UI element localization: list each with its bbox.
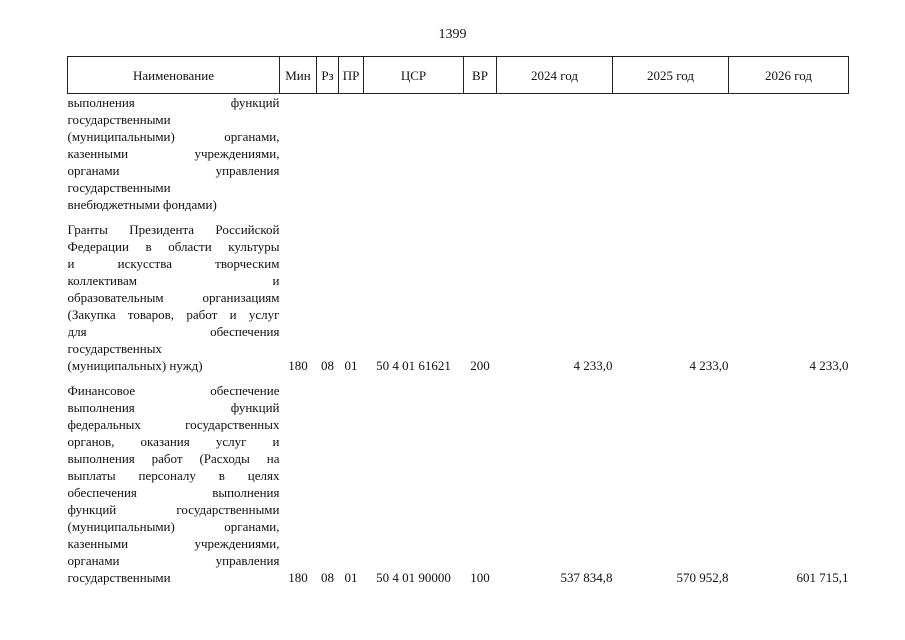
name-cell: [68, 94, 280, 214]
name-line: выплаты персоналу в целях: [67, 468, 280, 483]
header-vr: ВР: [464, 57, 497, 94]
value-2025-cell: 570 952,8: [676, 570, 729, 585]
rz-cell: 08: [321, 358, 334, 373]
name-line: органами управления: [67, 553, 280, 568]
rz-cell: [317, 94, 339, 214]
name-line: Федерации в области культуры: [67, 239, 280, 254]
table-row: [68, 94, 849, 214]
csr-cell: 50 4 01 90000: [376, 570, 451, 585]
name-line: образовательным организациям: [67, 290, 280, 305]
name-line: государственных: [67, 341, 162, 356]
csr-cell: 50 4 01 61621: [376, 358, 451, 373]
name-line: и искусства творческим: [67, 256, 280, 271]
name-line: органов, оказания услуг и: [67, 434, 280, 449]
vr-cell: 100: [470, 570, 490, 585]
csr-cell: [364, 94, 464, 214]
table-header-row: [68, 57, 849, 94]
name-line: (муниципальных) нужд): [67, 358, 203, 373]
name-line: (муниципальными) органами,: [67, 129, 280, 144]
name-line: внебюджетными фондами): [67, 197, 217, 212]
name-cell: [68, 221, 280, 374]
page-number: 1399: [438, 27, 467, 42]
min-cell: 180: [288, 358, 308, 373]
rz-cell: 08: [321, 570, 334, 585]
header-pr: ПР: [339, 57, 364, 94]
header-csr: ЦСР: [364, 57, 464, 94]
value-2025-cell: [613, 94, 729, 214]
min-cell: 180: [288, 570, 308, 585]
row-spacer: [68, 374, 849, 382]
name-line: для обеспечения: [67, 324, 280, 339]
value-2024-cell: [497, 94, 613, 214]
name-line: (муниципальными) органами,: [67, 519, 280, 534]
name-cell: [68, 382, 280, 586]
vr-cell: 200: [470, 358, 490, 373]
name-line: выполнения функций: [67, 95, 280, 110]
name-line: обеспечения выполнения: [67, 485, 280, 500]
min-cell: [280, 94, 317, 214]
table-body: [68, 94, 849, 587]
value-2024-cell: 537 834,8: [560, 570, 613, 585]
value-2024-cell: 4 233,0: [573, 358, 613, 373]
name-line: федеральных государственных: [67, 417, 280, 432]
header-2025: 2025 год: [613, 57, 729, 94]
header-2024: 2024 год: [497, 57, 613, 94]
header-name: Наименование: [68, 57, 280, 94]
header-2026: 2026 год: [729, 57, 849, 94]
value-2026-cell: 601 715,1: [796, 570, 849, 585]
header-rz: Рз: [317, 57, 339, 94]
vr-cell: [464, 94, 497, 214]
value-2026-cell: [729, 94, 849, 214]
name-line: (Закупка товаров, работ и услуг: [67, 307, 280, 322]
value-2026-cell: 4 233,0: [809, 358, 849, 373]
budget-table: [67, 56, 849, 586]
name-line: выполнения функций: [67, 400, 280, 415]
pr-cell: [339, 94, 364, 214]
pr-cell: 01: [344, 570, 358, 585]
name-line: функций государственными: [67, 502, 280, 517]
name-line: органами управления: [67, 163, 280, 178]
table-row: [68, 382, 849, 586]
name-line: коллективам и: [67, 273, 280, 288]
name-line: государственными: [67, 570, 171, 585]
name-line: казенными учреждениями,: [67, 536, 280, 551]
name-line: государственными: [67, 180, 171, 195]
row-spacer: [68, 213, 849, 221]
header-min: Мин: [280, 57, 317, 94]
row-spacer-cell: [68, 374, 849, 382]
table-row: [68, 221, 849, 374]
value-2025-cell: 4 233,0: [689, 358, 729, 373]
name-line: казенными учреждениями,: [67, 146, 280, 161]
pr-cell: 01: [344, 358, 358, 373]
name-line: государственными: [67, 112, 171, 127]
name-line: Гранты Президента Российской: [67, 222, 280, 237]
name-line: Финансовое обеспечение: [67, 383, 280, 398]
row-spacer-cell: [68, 213, 849, 221]
name-line: выполнения работ (Расходы на: [67, 451, 280, 466]
